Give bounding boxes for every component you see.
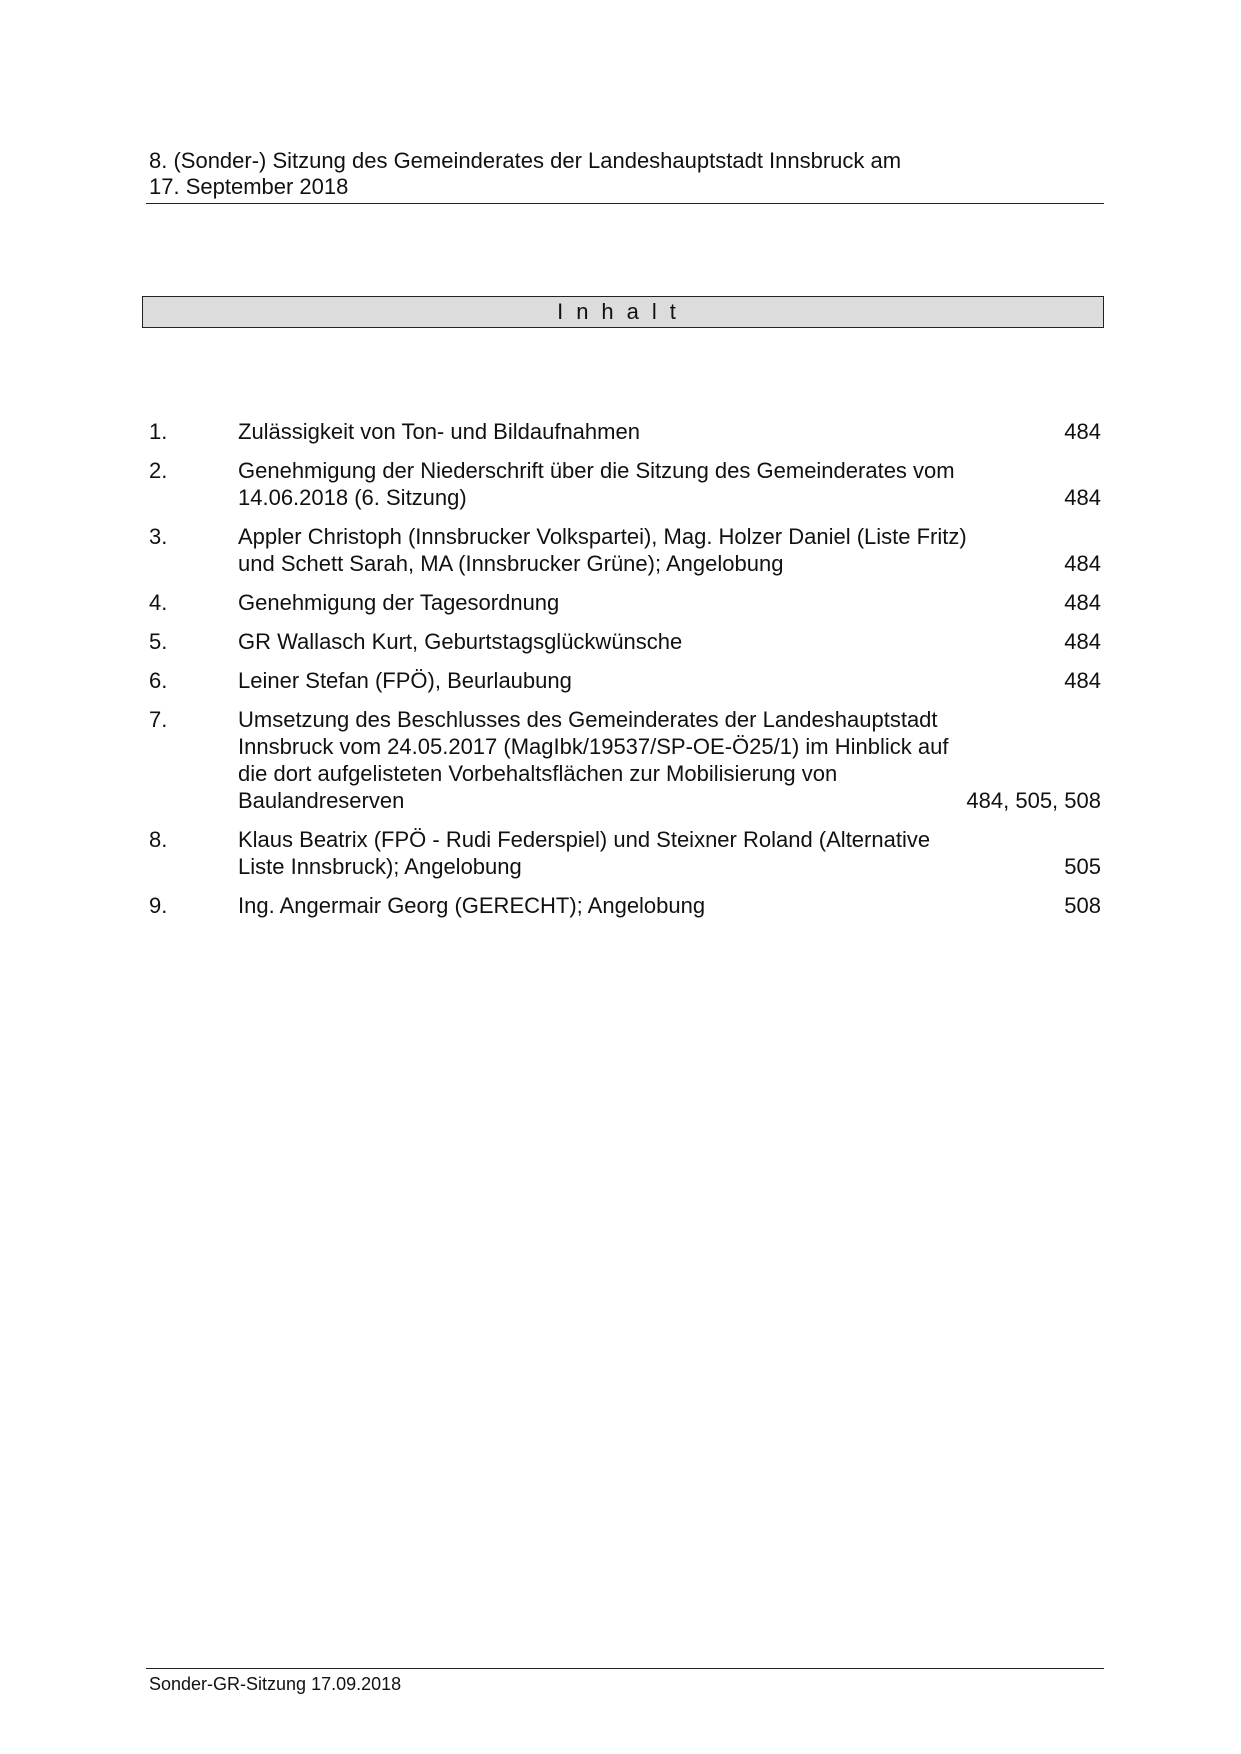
toc-entry-title-line: 14.06.2018 (6. Sitzung) [238, 485, 467, 510]
toc-entry-title [238, 457, 1064, 511]
toc-entry-number: 3. [149, 524, 168, 549]
toc-entry-title [238, 523, 1064, 577]
toc-entry-title-line: Zulässigkeit von Ton- und Bildaufnahmen [238, 419, 640, 444]
toc-entry [149, 523, 1101, 577]
toc-entry-page: 484 [1064, 485, 1101, 510]
toc-entry-number: 9. [149, 893, 168, 918]
toc-entry [149, 457, 1101, 511]
toc-entry-number: 7. [149, 707, 168, 732]
page-footer: Sonder-GR-Sitzung 17.09.2018 [149, 1674, 402, 1694]
footer-divider [146, 1668, 1104, 1669]
toc-entry-page: 484 [1064, 551, 1101, 576]
toc-entry-title-line: Leiner Stefan (FPÖ), Beurlaubung [238, 668, 572, 693]
toc-entry [149, 706, 1101, 814]
toc-entry-title [238, 628, 1064, 655]
toc-entry-title-line: Klaus Beatrix (FPÖ - Rudi Federspiel) und Steixner Roland (Alternative [238, 827, 931, 852]
header-title-line-2: 17. September 2018 [149, 174, 349, 199]
toc-entry-title-line: Ing. Angermair Georg (GERECHT); Angelobung [238, 893, 706, 918]
toc-entry-title-line: GR Wallasch Kurt, Geburtstagsglückwünsche [238, 629, 683, 654]
toc-entry-page: 484 [1064, 590, 1101, 615]
toc-entry [149, 418, 1101, 445]
table-of-contents [149, 418, 1101, 931]
toc-entry-title [238, 418, 1064, 445]
toc-entry-page: 484 [1064, 419, 1101, 444]
toc-entry [149, 826, 1101, 880]
toc-entry [149, 628, 1101, 655]
toc-entry-title [238, 706, 966, 814]
toc-entry-number: 8. [149, 827, 168, 852]
toc-entry-title-line: Genehmigung der Tagesordnung [238, 590, 560, 615]
toc-entry-title-line: Liste Innsbruck); Angelobung [238, 854, 522, 879]
toc-entry-title-line: Appler Christoph (Innsbrucker Volkspartei), Mag. Holzer Daniel (Liste Fritz) [238, 524, 967, 549]
toc-entry-title-line: die dort aufgelisteten Vorbehaltsflächen zur Mobilisierung von [238, 761, 838, 786]
header-divider [146, 203, 1104, 204]
toc-entry-title [238, 667, 1064, 694]
toc-entry-number: 5. [149, 629, 168, 654]
toc-entry-title-line: Umsetzung des Beschlusses des Gemeinderates der Landeshauptstadt [238, 707, 938, 732]
toc-entry-number: 2. [149, 458, 168, 483]
toc-entry-page: 484 [1064, 668, 1101, 693]
toc-entry-page: 505 [1064, 854, 1101, 879]
toc-entry-page: 508 [1064, 893, 1101, 918]
toc-entry-title-line: und Schett Sarah, MA (Innsbrucker Grüne); Angelobung [238, 551, 784, 576]
toc-entry [149, 667, 1101, 694]
toc-entry-title-line: Genehmigung der Niederschrift über die Sitzung des Gemeinderates vom [238, 458, 955, 483]
toc-entry [149, 589, 1101, 616]
toc-entry-title-line: Innsbruck vom 24.05.2017 (MagIbk/19537/SP-OE-Ö25/1) im Hinblick auf [238, 734, 949, 759]
toc-entry-number: 6. [149, 668, 168, 693]
toc-entry-number: 4. [149, 590, 168, 615]
toc-entry-number: 1. [149, 419, 168, 444]
toc-entry-title-line: Baulandreserven [238, 788, 405, 813]
toc-entry-title [238, 892, 1064, 919]
toc-entry [149, 892, 1101, 919]
contents-heading: Inhalt [142, 296, 1104, 328]
toc-entry-page: 484 [1064, 629, 1101, 654]
toc-entry-title [238, 589, 1064, 616]
toc-entry-title [238, 826, 1064, 880]
header-title-line-1: 8. (Sonder-) Sitzung des Gemeinderates der Landeshauptstadt Innsbruck am [149, 148, 902, 173]
toc-entry-page: 484, 505, 508 [966, 788, 1101, 813]
page-header [149, 148, 1104, 200]
